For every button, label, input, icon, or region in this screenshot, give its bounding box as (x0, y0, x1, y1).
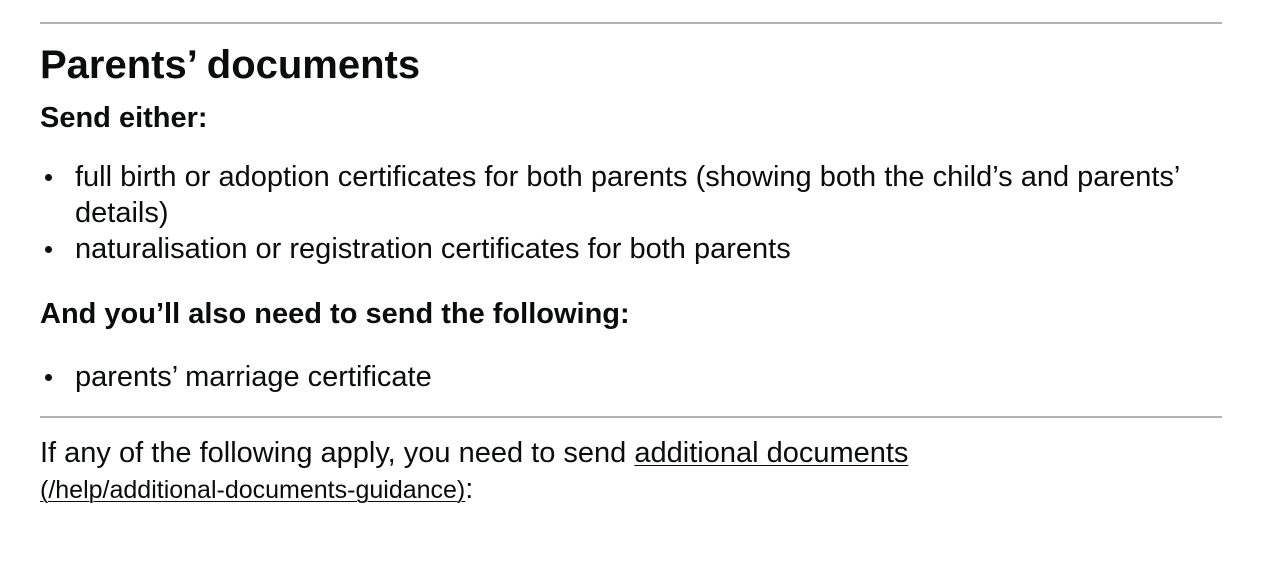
additional-suffix: : (465, 473, 474, 505)
list-item (40, 231, 1215, 267)
list-item-text: full birth or adoption certificates for both parents (showing both the child’s and parents’ details) (75, 161, 1180, 229)
top-divider (40, 22, 1222, 24)
additional-documents-link[interactable]: additional documents (634, 437, 909, 469)
section-title: Parents’ documents (40, 43, 421, 87)
additional-documents-href[interactable]: (/help/additional-documents-guidance) (40, 476, 466, 504)
list-item-text: naturalisation or registration certificates for both parents (75, 233, 791, 265)
list-item (40, 159, 1215, 231)
list-item (40, 359, 1215, 395)
send-either-heading: Send either: (40, 102, 208, 134)
list-item-text: parents’ marriage certificate (75, 361, 432, 393)
page-content (40, 0, 1222, 508)
additional-prefix: If any of the following apply, you need to send (40, 437, 635, 469)
either-list (40, 159, 1222, 267)
also-send-heading: And you’ll also need to send the following: (40, 298, 630, 330)
bullet-icon (45, 174, 52, 181)
bullet-icon (45, 246, 52, 253)
additional-documents-paragraph (40, 435, 1040, 508)
bottom-divider (40, 416, 1222, 418)
also-list (40, 359, 1222, 395)
bullet-icon (45, 374, 52, 381)
